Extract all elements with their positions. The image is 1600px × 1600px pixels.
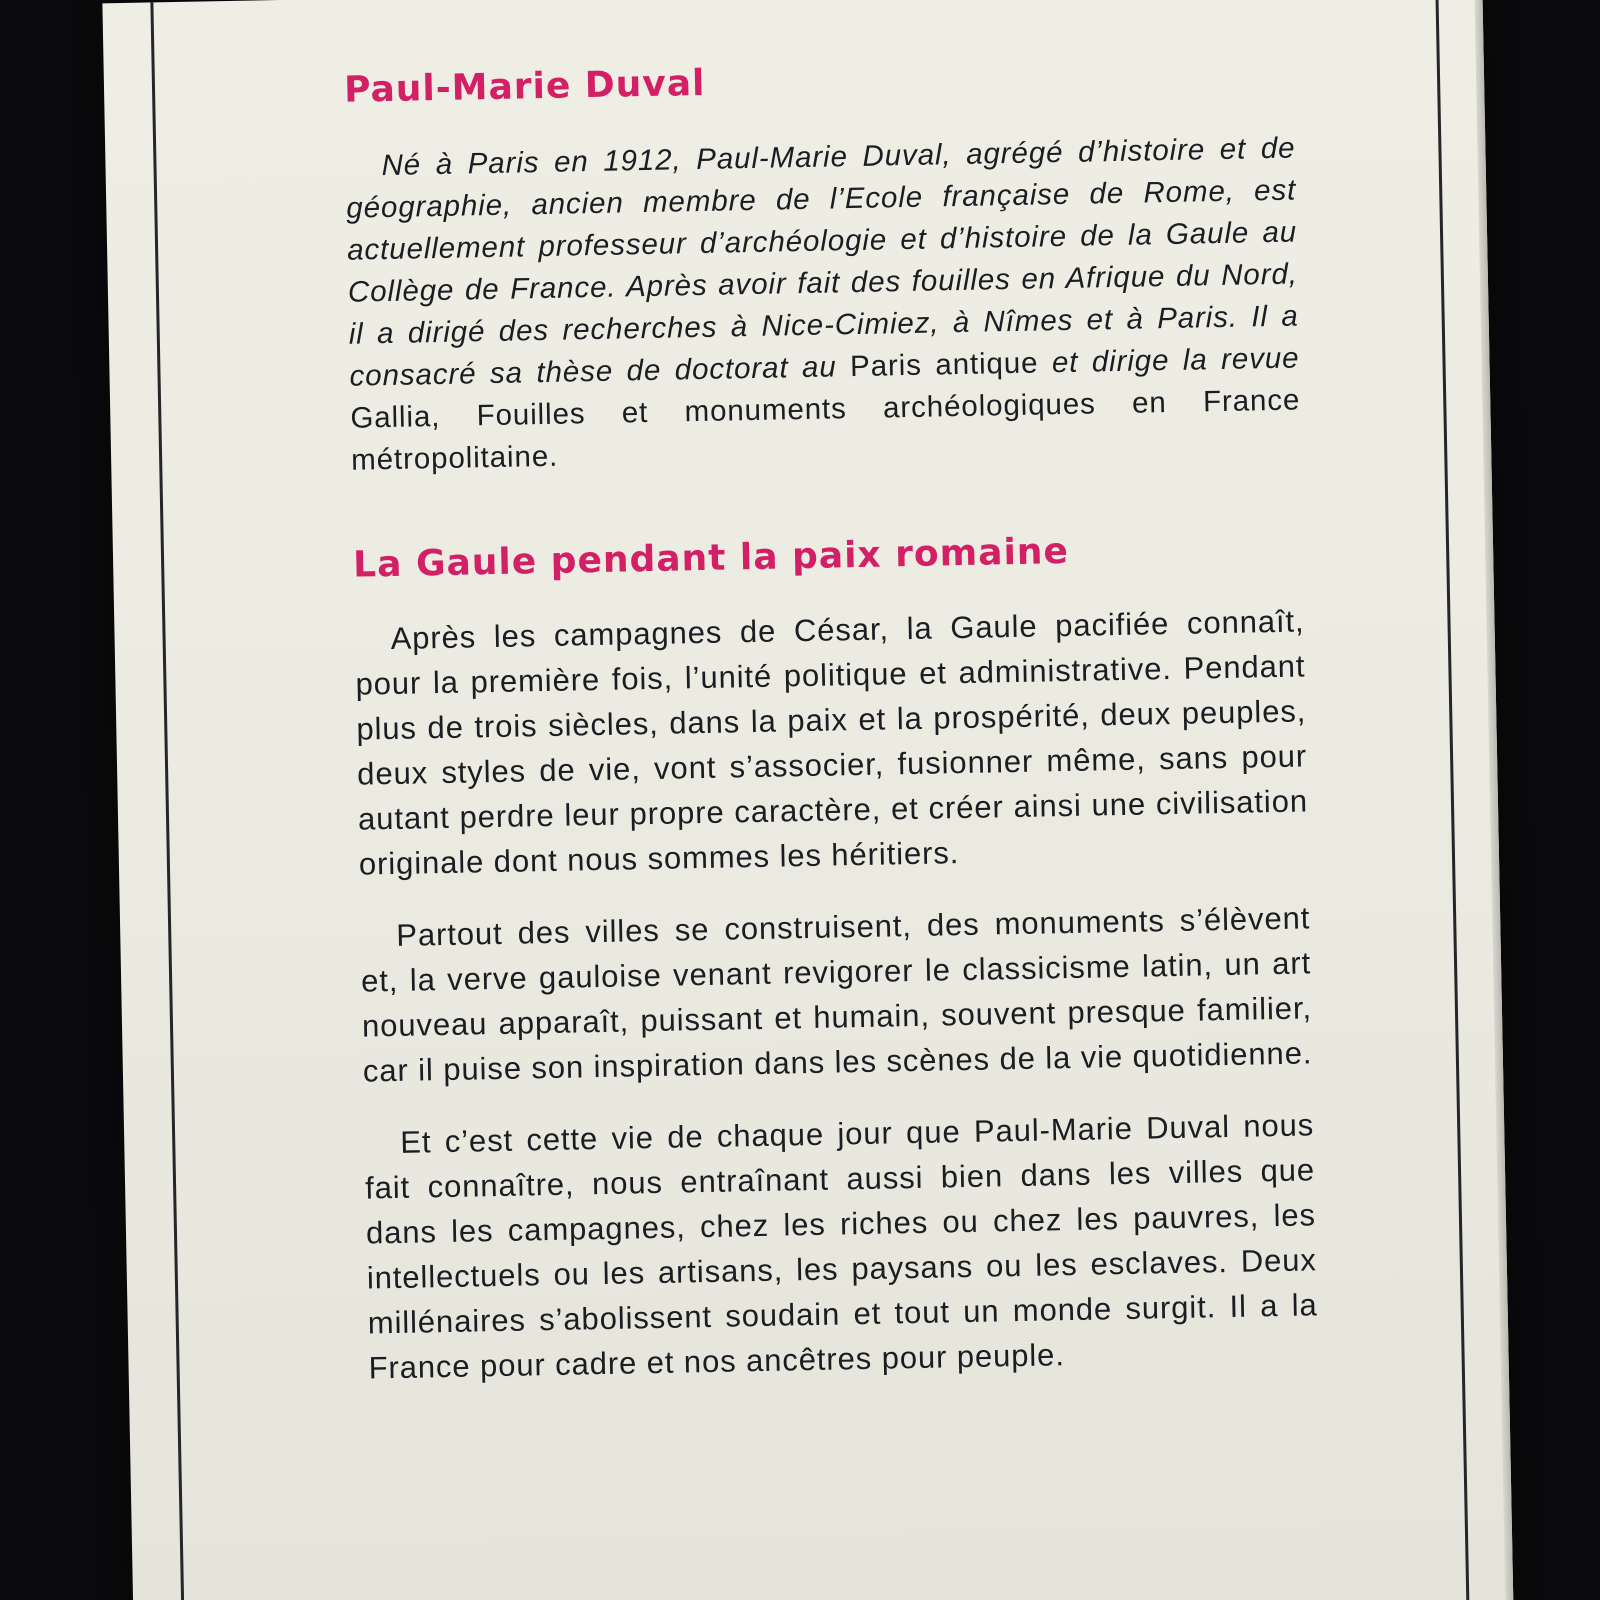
book-title: La Gaule pendant la paix romaine [352, 531, 1070, 586]
bio-text-1: Né à Paris en 1912, Paul-Marie Duval, agrégé d’histoire et de géographie, ancien membre de l’Ecole française de Rome, est actuellement professeur d’archéologie et d’histoire de la Gaule au Collège de France. Après avoir fait des fouilles en Afrique du Nord, il a dirigé des recherches à Nice-Cimiez, à Nîmes et à Paris. Il a consacré sa thèse de doctorat au [346, 131, 1299, 393]
bio-book-title: Paris antique [849, 346, 1039, 384]
bio-text-2: et dirige la revue [1038, 341, 1300, 380]
right-border-rule [1435, 0, 1469, 1600]
left-border-rule [150, 2, 184, 1600]
summary-paragraph-1: Après les campagnes de César, la Gaule pacifiée connaît, pour la première fois, l’unité politique et administrative. Pendant plus de trois siècles, dans la paix et la prospérité, deux peuples, deux styles de vie, vont s’associer, fusionner même, sans pour autant perdre leur propre caractère, et créer ainsi une civilisation originale dont nous sommes les héritiers. [355, 603, 1309, 883]
bio-journal-title: Gallia, Fouilles et monuments archéologiques en France métropolitaine. [350, 383, 1301, 477]
summary-paragraph-3: Et c’est cette vie de chaque jour que Paul-Marie Duval nous fait connaître, nous entraînant aussi bien dans les villes que dans les campagnes, chez les riches ou chez les pauvres, les intellectuels ou les artisans, les paysans ou les esclaves. Deux millénaires s’abolissent soudain et tout un monde surgit. Il a la France pour cadre et nos ancêtres pour peuple. [364, 1107, 1318, 1386]
author-name: Paul-Marie Duval [343, 62, 706, 111]
author-bio [345, 128, 1301, 482]
cover-edge [1474, 0, 1513, 1600]
summary-paragraph-2: Partout des villes se construisent, des monuments s’élèvent et, la verve gauloise venant revigorer le classicisme latin, un art nouveau apparaît, puissant et humain, souvent presque familier, car il puise son inspiration dans les scènes de la vie quotidienne. [360, 900, 1313, 1089]
book-back-cover [102, 0, 1513, 1600]
cover-text [344, 51, 1320, 1418]
